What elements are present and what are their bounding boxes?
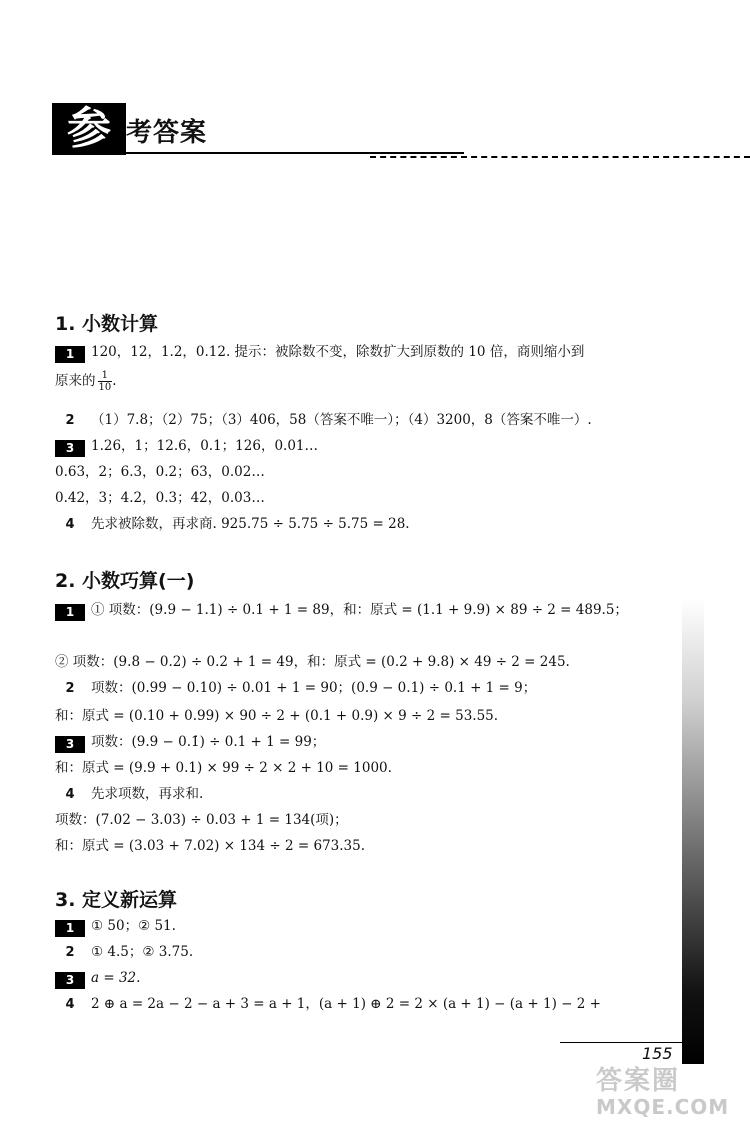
answer-number-box: 1 (55, 920, 85, 937)
s2-q1-line1 (55, 600, 628, 621)
answer-number-box: 3 (55, 972, 85, 989)
s1-q2 (55, 410, 592, 431)
footer-rule (560, 1042, 688, 1043)
s3-q3 (55, 968, 140, 989)
answer-number: 4 (65, 997, 75, 1012)
fraction (98, 370, 113, 393)
s2-q3-text1: 项数：(9.9 − 0.1̇) ÷ 0.1 + 1 = 99； (91, 734, 326, 750)
answer-number-box: 3 (55, 736, 85, 753)
s1-q2-text: （1）7.8；（2）75；（3）406，58（答案不唯一）；（4）3200，8（答案不唯一）. (91, 412, 592, 428)
s3-q1 (55, 916, 176, 937)
s3-q1-text: ① 50；② 51. (91, 918, 176, 934)
s3-q2-text: ① 4.5；② 3.75. (91, 944, 194, 960)
s2-q4-line1 (55, 784, 203, 805)
s1-q4-text: 先求被除数，再求商. 925.75 ÷ 5.75 ÷ 5.75 = 28. (91, 516, 410, 532)
s2-q4-line2: 项数：(7.02 − 3.03) ÷ 0.03 + 1 = 134(项)； (55, 812, 348, 828)
answer-number: 4 (65, 787, 75, 802)
answer-number-box: 1 (55, 346, 85, 363)
s1-q1-text: 120，12，1.2，0.12. 提示：被除数不变，除数扩大到原数的 10 倍，商则缩小到 (91, 344, 585, 360)
s1-q1-tail-post: . (112, 373, 117, 389)
fraction-numerator: 1 (98, 370, 113, 382)
s1-q1-tail-pre: 原来的 (55, 373, 96, 389)
s1-q3-line1 (55, 436, 318, 457)
header-dashed-rule (370, 156, 750, 158)
header-badge-char: 参 (67, 103, 111, 154)
answer-number: 2 (65, 413, 75, 428)
section-title-3: 3. 定义新运算 (55, 889, 178, 911)
side-gradient-bar (682, 598, 704, 1064)
answer-number: 4 (65, 517, 75, 532)
s2-q3-line2: 和：原式 = (9.9 + 0.1) × 99 ÷ 2 × 2 + 10 = 1000. (55, 760, 392, 776)
section-title-2: 2. 小数巧算(一) (55, 570, 195, 592)
s1-q3-text1: 1.26，1；12.6，0.1；126，0.01… (91, 438, 319, 454)
page-number: 155 (642, 1044, 673, 1063)
s2-q2-line1 (55, 678, 536, 699)
s2-q3-line1 (55, 732, 325, 753)
answer-number: 2 (65, 945, 75, 960)
s2-q2-line2: 和：原式 = (0.10 + 0.99) × 90 ÷ 2 + (0.1 + 0.9) × 9 ÷ 2 = 53.55. (55, 708, 499, 724)
watermark-bottom: MXQE.COM (596, 1095, 730, 1119)
s1-q1-line2 (55, 370, 117, 393)
s2-q1-text1: ① 项数：(9.9 − 1.1) ÷ 0.1 + 1 = 89，和：原式 = (1.1 + 9.9) × 89 ÷ 2 = 489.5； (91, 602, 628, 618)
fraction-denominator: 10 (98, 382, 112, 393)
s2-q4-line3: 和：原式 = (3.03 + 7.02) × 134 ÷ 2 = 673.35. (55, 838, 366, 854)
s2-q1-line2: ② 项数：(9.8 − 0.2) ÷ 0.2 + 1 = 49，和：原式 = (0.2 + 9.8) × 49 ÷ 2 = 245. (55, 654, 570, 670)
watermark (596, 1066, 746, 1122)
s1-q3-line3: 0.42，3；4.2，0.3；42，0.03… (55, 490, 265, 506)
answer-number-box: 1 (55, 604, 85, 621)
answer-number-box: 3 (55, 440, 85, 457)
section-title-1: 1. 小数计算 (55, 313, 159, 335)
s1-q4 (55, 514, 410, 535)
s3-q2 (55, 942, 193, 963)
s1-q3-line2: 0.63，2；6.3，0.2；63，0.02… (55, 464, 265, 480)
s3-q4-text: 2 ⊕ a = 2a − 2 − a + 3 = a + 1，(a + 1) ⊕ 2 = 2 × (a + 1) − (a + 1) − 2 + (91, 996, 601, 1012)
watermark-top: 答案圈 (596, 1066, 681, 1096)
s2-q4-text1: 先求项数，再求和. (91, 786, 204, 802)
answer-number: 2 (65, 681, 75, 696)
s3-q4 (55, 994, 601, 1015)
s1-q1-line1 (55, 342, 584, 363)
header-rule (52, 152, 464, 154)
page-title: 考答案 (126, 118, 208, 148)
s3-q3-text: a = 32. (91, 970, 141, 986)
s2-q2-text1: 项数：(0.99 − 0.10) ÷ 0.01 + 1 = 90；(0.9 − 0.1) ÷ 0.1 + 1 = 9； (91, 680, 537, 696)
